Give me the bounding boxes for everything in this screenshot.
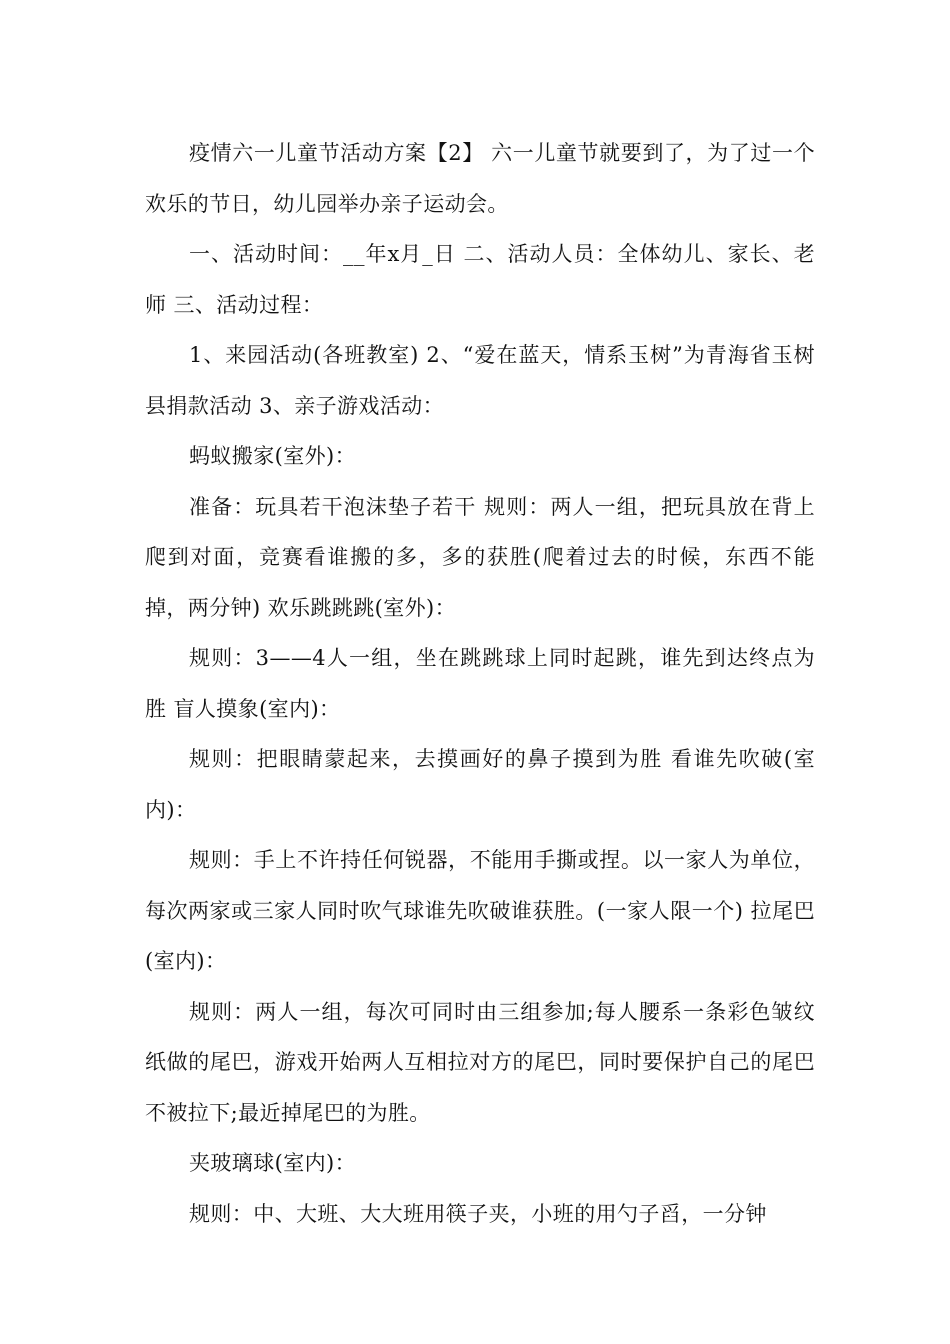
paragraph-1: 疫情六一儿童节活动方案【2】 六一儿童节就要到了，为了过一个欢乐的节日，幼儿园举办亲子运动会。 — [145, 141, 815, 216]
paragraph-7: 规则：把眼睛蒙起来，去摸画好的鼻子摸到为胜 看谁先吹破(室内)： — [145, 747, 815, 822]
paragraph-11: 规则：中、大班、大大班用筷子夹，小班的用勺子舀，一分钟 — [189, 1201, 767, 1226]
document-body — [145, 128, 815, 1239]
paragraph-4: 蚂蚁搬家(室外)： — [189, 444, 356, 468]
paragraph-9: 规则：两人一组，每次可同时由三组参加;每人腰系一条彩色皱纹纸做的尾巴，游戏开始两人互相拉对方的尾巴，同时要保护自己的尾巴不被拉下;最近掉尾巴的为胜。 — [145, 999, 815, 1125]
paragraph-5: 准备：玩具若干泡沫垫子若干 规则：两人一组，把玩具放在背上爬到对面，竞赛看谁搬的多，多的获胜(爬着过去的时候，东西不能掉，两分钟) 欢乐跳跳跳(室外)： — [145, 494, 815, 620]
paragraph-2: 一、活动时间：__年x月_日 二、活动人员：全体幼儿、家长、老师 三、活动过程： — [145, 242, 815, 317]
paragraph-6: 规则：3——4人一组，坐在跳跳球上同时起跳，谁先到达终点为胜 盲人摸象(室内)： — [145, 646, 815, 721]
paragraph-10: 夹玻璃球(室内)： — [189, 1151, 356, 1175]
paragraph-3: 1、来园活动(各班教室) 2、“爱在蓝天，情系玉树”为青海省玉树县捐款活动 3、亲子游戏活动： — [145, 343, 815, 418]
paragraph-8: 规则：手上不许持任何锐器，不能用手撕或捏。以一家人为单位，每次两家或三家人同时吹气球谁先吹破谁获胜。(一家人限一个) 拉尾巴(室内)： — [145, 848, 815, 973]
